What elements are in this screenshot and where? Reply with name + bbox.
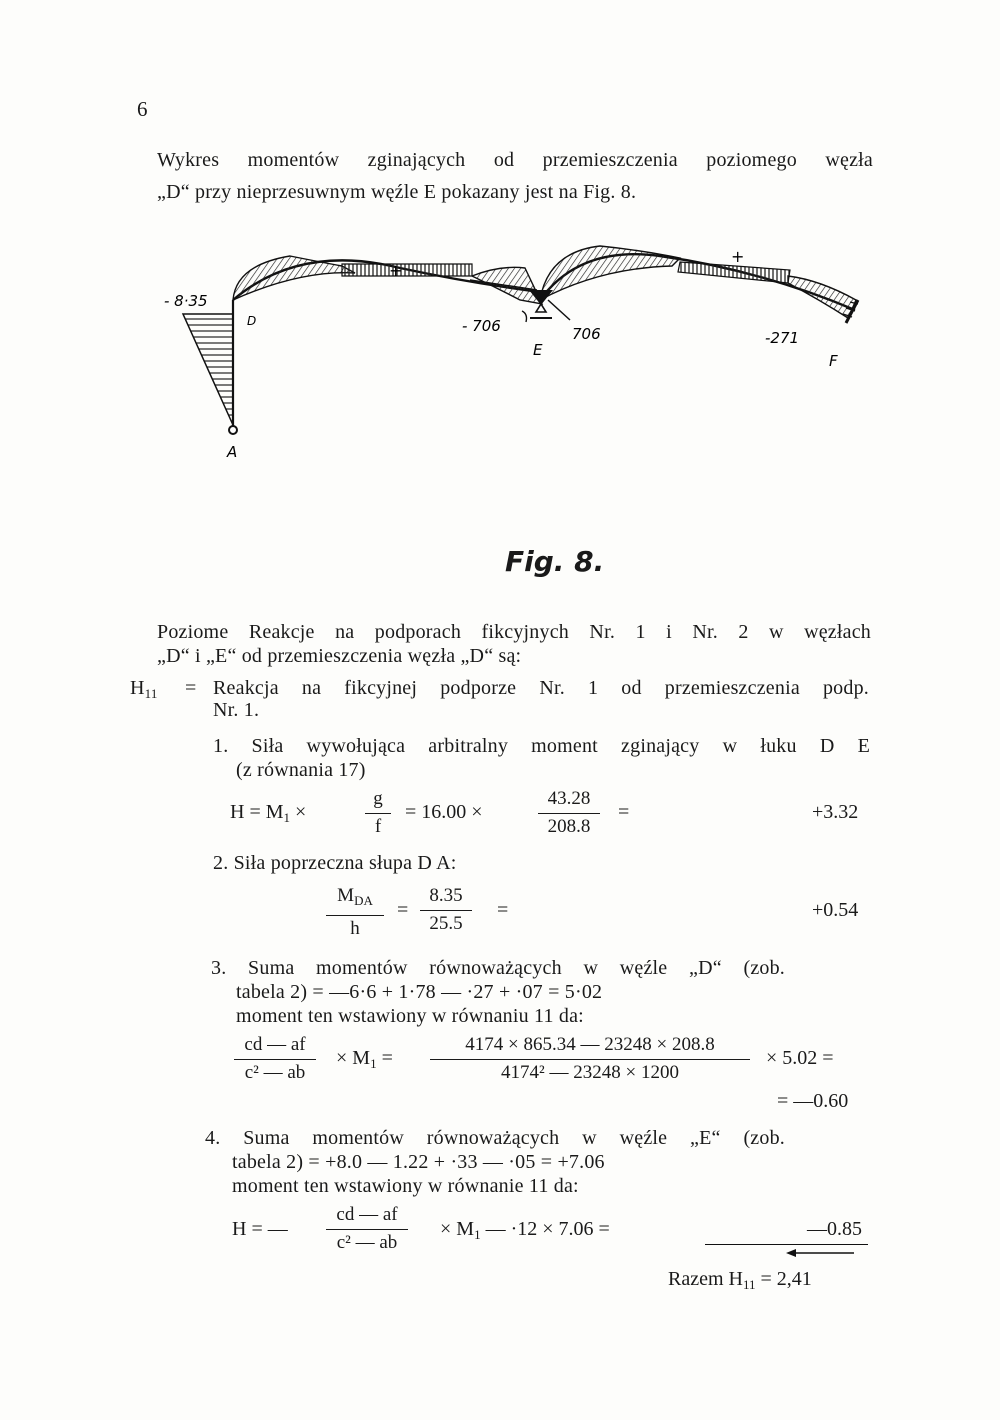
item2-fraction-mda-h: $M_{DA}$ h (326, 885, 384, 940)
arch-ef (540, 246, 856, 320)
item1-lhs: $H = M_1$ × (230, 801, 307, 825)
item4-lhs: H = — (232, 1218, 288, 1240)
h11-symbol: $H_{11}$ (130, 677, 158, 701)
h11-equals: = (185, 677, 197, 699)
item3-fraction: 4174 × 865.34 — 23248 × 208.8 4174² — 23248 × 1200 (430, 1034, 750, 1084)
reactions-line-2: „D“ i „E“ od przemieszczenia węzła „D“ są: (157, 645, 522, 667)
column-da (183, 300, 237, 434)
item1-result: +3.32 (812, 801, 859, 823)
item4-mult: × $M_1$ — ·12 × 7.06 = (440, 1218, 610, 1242)
label-node-a: A (227, 443, 238, 461)
label-plus-ef: + (731, 247, 745, 266)
reactions-line-1: Poziome Reakcje na podporach fikcyjnych Nr. 1 i Nr. 2 w węzłach (157, 621, 871, 643)
item3-line-2: tabela 2) = —6·6 + 1·78 — ·27 + ·07 = 5·02 (236, 981, 603, 1003)
figure-caption: Fig. 8. (505, 545, 605, 578)
item1-line-1: 1. Siła wywołująca arbitralny moment zginający w łuku D E (213, 735, 870, 757)
item3-line-1: 3. Suma momentów równoważących w węźle „D“ (zob. (211, 957, 785, 979)
item1-fraction-g-f: g f (365, 788, 391, 838)
item3-line-3: moment ten wstawiony w równaniu 11 da: (236, 1005, 584, 1027)
item3-fraction-cd-af: cd — af c² — ab (234, 1034, 316, 1084)
item2-equals-2: = (497, 899, 509, 921)
label-moment-d: - 8·35 (164, 292, 208, 310)
intro-line-1: Wykres momentów zginających od przemieszczenia poziomego węzła (157, 149, 873, 171)
item2-result: +0.54 (812, 899, 859, 921)
item2-line-1: 2. Siła poprzeczna słupa D A: (213, 852, 457, 874)
item2-fraction: 8.35 25.5 (420, 885, 472, 935)
item4-line-3: moment ten wstawiony w równanie 11 da: (232, 1175, 579, 1197)
item4-line-2: tabela 2) = +8.0 — 1.22 + ·33 — ·05 = +7.06 (232, 1151, 605, 1173)
label-moment-f: -271 (765, 329, 800, 347)
item4-fraction: cd — af c² — ab (326, 1204, 408, 1254)
item1-line-2: (z równania 17) (236, 759, 366, 781)
label-node-f: F (829, 352, 838, 370)
label-moment-e-right: 706 (572, 325, 601, 343)
item1-middle: = 16.00 × (405, 801, 483, 823)
label-plus-de: + (389, 261, 403, 280)
label-node-e: E (533, 341, 543, 359)
intro-line-2: „D“ przy nieprzesuwnym węźle E pokazany jest na Fig. 8. (157, 181, 637, 203)
label-moment-e-left: - 706 (462, 317, 501, 335)
sum-rule (705, 1244, 868, 1245)
page-number: 6 (137, 97, 148, 121)
item4-line-1: 4. Suma momentów równoważących w węźle „E“ (zob. (205, 1127, 785, 1149)
total-line: Razem $H_{11} = 2,41$ (668, 1268, 812, 1292)
item4-result: —0.85 (807, 1218, 862, 1240)
h11-definition-line-1: Reakcja na fikcyjnej podporze Nr. 1 od przemieszczenia podp. (213, 677, 869, 699)
moment-diagram-figure (150, 235, 880, 465)
item3-result: = —0.60 (777, 1090, 849, 1112)
item3-factor: × 5.02 = (766, 1047, 834, 1069)
h11-definition-line-2: Nr. 1. (213, 699, 260, 721)
item1-equals: = (618, 801, 630, 823)
item3-mult: × $M_1$ = (336, 1047, 393, 1071)
arrow-left-icon (784, 1246, 856, 1260)
item2-equals-1: = (397, 899, 409, 921)
label-node-d: D (247, 314, 257, 328)
arch-de (233, 256, 542, 304)
item1-fraction: 43.28 208.8 (538, 788, 600, 838)
